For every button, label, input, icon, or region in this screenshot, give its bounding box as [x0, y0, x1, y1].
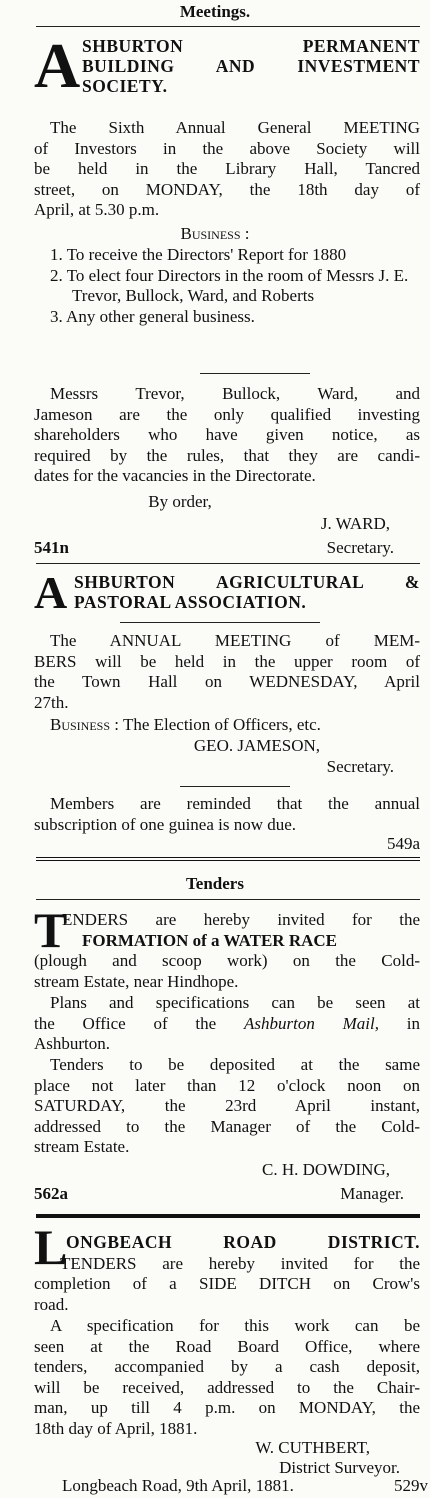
divider: [36, 563, 420, 564]
business-heading: Business :: [180, 224, 250, 243]
ad-deposit: Tenders to be deposited at the same place not later than 12 o'clock noon on SATURDAY, the 23rd April instant, addressed to the Manager of the Cold- stream Estate.: [34, 1055, 420, 1156]
signer-role: Secretary.: [326, 757, 394, 776]
signer-name: W. CUTHBERT,: [255, 1438, 370, 1457]
ad-code: 541n: [34, 538, 69, 557]
short-divider: [200, 373, 310, 374]
ad-title: SHBURTON AGRICULTURAL & PASTORAL ASSOCIATION.: [74, 572, 420, 612]
short-divider: [120, 622, 320, 623]
signer-name: C. H. DOWDING,: [262, 1160, 390, 1179]
drop-cap: A: [34, 30, 81, 101]
section-divider: [36, 857, 420, 861]
ad-code: 529v: [394, 1476, 428, 1495]
ad-notice: Messrs Trevor, Bullock, Ward, and Jameson are the only qualified investing shareholders who have given notice, as required by the rules, that they are candi- dates for the vacancies in the Directorate.: [34, 384, 420, 485]
ad-title: SHBURTON PERMANENT BUILDING AND INVESTMENT SOCIETY.: [82, 36, 420, 96]
ad-reminder: Members are reminded that the annual subscription of one guinea is now due.: [34, 794, 420, 834]
signer-role: District Surveyor.: [279, 1458, 400, 1477]
ad-footer: Longbeach Road, 9th April, 1881.: [62, 1476, 294, 1495]
drop-cap: A: [34, 567, 68, 618]
section-heading-tenders: Tenders: [186, 874, 244, 893]
divider: [36, 26, 420, 27]
ad-intro: The Sixth Annual General MEETING of Investors in the above Society will be held in the Library Hall, Tancred street, on MONDAY, the 18th day of April, at 5.30 p.m.: [34, 118, 420, 219]
business-list: [50, 245, 420, 327]
signer-name: GEO. JAMESON,: [193, 736, 320, 755]
list-item: 1. To receive the Directors' Report for 1880: [50, 245, 347, 264]
drop-cap: L: [34, 1219, 68, 1275]
ad-spec: A specification for this work can be seen at the Road Board Office, where tenders, accompanied by a cash deposit, will be received, addressed to the Chair- man, up till 4 p.m. on MONDAY, the 18th day of April, 1881.: [34, 1316, 420, 1438]
ad-code: 549a: [386, 834, 420, 853]
ad-body: The ANNUAL MEETING of MEM- BERS will be held in the upper room of the Town Hall on WEDNESDAY, April 27th.: [34, 631, 420, 712]
short-divider: [180, 786, 290, 787]
ad-plans: Plans and specifications can be seen at the Office of the Ashburton Mail, in Ashburton.: [34, 993, 421, 1053]
business-line: Business : The Election of Officers, etc.: [50, 715, 321, 734]
signer-role: Secretary.: [326, 538, 394, 557]
drop-cap: T: [34, 902, 68, 958]
by-order: By order,: [148, 492, 212, 511]
signer-name: J. WARD,: [320, 514, 390, 533]
section-heading-meetings: Meetings.: [179, 2, 251, 21]
ad-title: ONGBEACH ROAD DISTRICT.: [66, 1232, 420, 1252]
list-item: 2. To elect four Directors in the room of Messrs J. E. Trevor, Bullock, Ward, and Roberts: [50, 265, 409, 305]
ad-code: 562a: [34, 1184, 68, 1203]
list-item: 3. Any other general business.: [50, 306, 255, 326]
divider: [36, 899, 420, 900]
ad-body: (plough and scoop work) on the Cold- stream Estate, near Hindhope.: [34, 951, 420, 991]
signer-role: Manager.: [340, 1184, 404, 1203]
ad-lead: ENDERS are hereby invited for the FORMATION of a WATER RACE: [62, 910, 420, 950]
ad-body-cont: completion of a SIDE DITCH on Crow's road.: [34, 1274, 420, 1314]
section-divider: [36, 1214, 420, 1218]
ad-body: TENDERS are hereby invited for the: [60, 1254, 420, 1273]
